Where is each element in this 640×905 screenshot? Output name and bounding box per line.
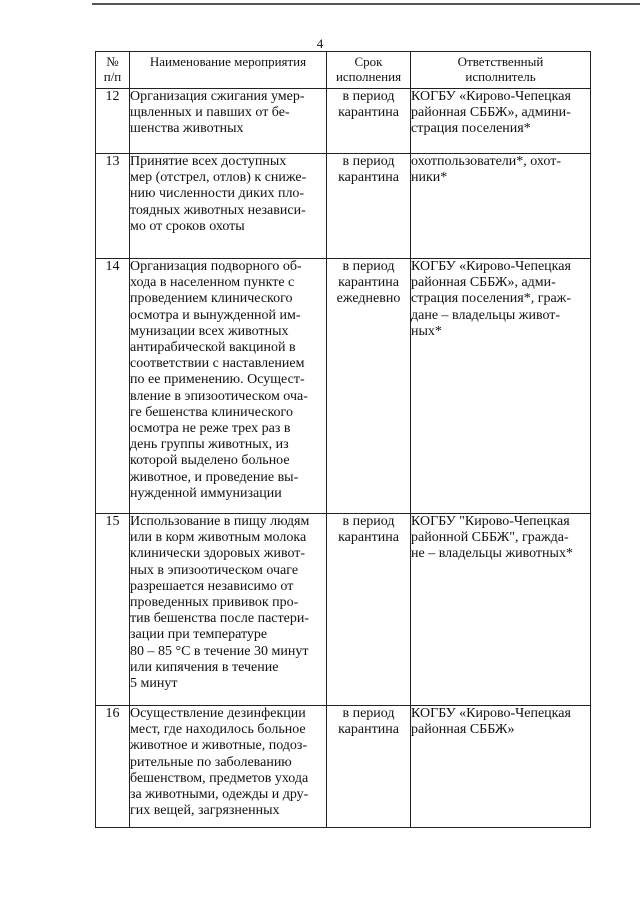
- header-resp-line: исполнитель: [465, 69, 536, 84]
- text-line: шенства животных: [130, 121, 244, 137]
- text-line: ге бешенства клинического: [130, 404, 293, 420]
- text-line: тоядных животных независи-: [130, 202, 306, 218]
- deadline-cell: [327, 154, 411, 259]
- header-number-line: п/п: [103, 69, 122, 84]
- text-line: день группы животных, из: [130, 437, 289, 453]
- text-line: нию численности диких пло-: [130, 186, 305, 202]
- table-header-row: [96, 52, 591, 89]
- deadline-cell: [327, 514, 411, 706]
- text-line: проведением клинического: [130, 291, 293, 307]
- text-line: животное, и проведение вы-: [130, 469, 299, 485]
- text-line: 80 – 85 °С в течение 30 минут: [130, 643, 309, 659]
- table-row: [96, 514, 591, 706]
- measure-name-cell: [130, 154, 327, 259]
- text-line: осмотра и вынужденной им-: [130, 307, 301, 323]
- responsible-cell: [411, 514, 591, 706]
- text-line: в период: [342, 259, 395, 274]
- text-line: охотпользователи*, охот-: [411, 154, 561, 169]
- measure-name-cell: [130, 706, 327, 828]
- text-line: клинически здоровых живот-: [130, 546, 306, 562]
- responsible-cell: [411, 706, 591, 828]
- text-line: мер (отстрел, отлов) к сниже-: [130, 170, 307, 186]
- header-number-line: №: [106, 54, 119, 69]
- text-line: Использование в пищу людям: [130, 514, 310, 529]
- text-line: ники*: [411, 170, 448, 186]
- table-row: [96, 259, 591, 514]
- measures-table: [95, 51, 591, 828]
- text-line: районная СББЖ», админи-: [411, 105, 571, 121]
- deadline-cell: [327, 89, 411, 154]
- text-line: дане – владельцы живот-: [411, 307, 561, 323]
- text-line: нужденной иммунизации: [130, 485, 282, 501]
- header-deadline: [327, 52, 411, 89]
- text-line: мест, где находилось больное: [130, 722, 306, 738]
- row-number: 14: [96, 259, 130, 514]
- table-row: [96, 154, 591, 259]
- text-line: осмотра не реже трех раз в: [130, 421, 291, 437]
- text-line: ежедневно: [336, 291, 401, 307]
- text-line: которой выделено больное: [130, 453, 290, 469]
- text-line: страция поселения*: [411, 121, 531, 137]
- row-number: 12: [96, 89, 130, 154]
- header-name-line: Наименование мероприятия: [149, 54, 307, 69]
- header-term-line: исполнения: [335, 69, 402, 84]
- text-line: хода в населенном пункте с: [130, 275, 295, 291]
- measure-name-cell: [130, 89, 327, 154]
- text-line: животное и животные, подоз-: [130, 738, 308, 754]
- text-line: Принятие всех доступных: [130, 154, 287, 169]
- header-measure-name: [130, 52, 327, 89]
- text-line: рительные по заболеванию: [130, 754, 292, 770]
- text-line: ных в эпизоотическом очаге: [130, 562, 299, 578]
- responsible-cell: [411, 89, 591, 154]
- text-line: в период: [342, 514, 395, 529]
- header-number: [96, 52, 130, 89]
- text-line: за животными, одежды и дру-: [130, 787, 309, 803]
- text-line: щвленных и павших от бе-: [130, 105, 290, 121]
- text-line: КОГБУ «Кирово-Чепецкая: [411, 259, 571, 274]
- table-row: [96, 706, 591, 828]
- text-line: разрешается независимо от: [130, 578, 294, 594]
- text-line: или в корм животным молока: [130, 530, 307, 546]
- header-responsible: [411, 52, 591, 89]
- text-line: карантина: [338, 530, 399, 546]
- text-line: ных*: [411, 323, 442, 339]
- text-line: 5 минут: [130, 676, 178, 692]
- text-line: Осуществление дезинфекции: [130, 706, 306, 721]
- text-line: по ее применению. Осущест-: [130, 372, 305, 388]
- text-line: тив бешенства после пастери-: [130, 611, 309, 627]
- text-line: КОГБУ «Кирово-Чепецкая: [411, 89, 571, 104]
- text-line: в период: [342, 154, 395, 169]
- text-line: зации при температуре: [130, 627, 268, 643]
- text-line: вление в эпизоотическом оча-: [130, 388, 308, 404]
- deadline-cell: [327, 706, 411, 828]
- measure-name-cell: [130, 259, 327, 514]
- deadline-cell: [327, 259, 411, 514]
- text-line: КОГБУ «Кирово-Чепецкая: [411, 706, 571, 721]
- text-line: КОГБУ "Кирово-Чепецкая: [411, 514, 570, 529]
- text-line: карантина: [338, 170, 399, 186]
- row-number: 13: [96, 154, 130, 259]
- text-line: в период: [342, 89, 395, 104]
- text-line: в период: [342, 706, 395, 721]
- text-line: соответствии с наставлением: [130, 356, 305, 372]
- measure-name-cell: [130, 514, 327, 706]
- text-line: карантина: [338, 105, 399, 121]
- header-term-line: Срок: [354, 54, 383, 69]
- text-line: бешенством, предметов ухода: [130, 770, 309, 786]
- text-line: или кипячения в течение: [130, 659, 279, 675]
- text-line: страция поселения*, граж-: [411, 291, 571, 307]
- page-number: 4: [316, 36, 324, 51]
- text-line: карантина: [338, 722, 399, 738]
- text-line: проведенных прививок про-: [130, 595, 299, 611]
- row-number: 16: [96, 706, 130, 828]
- text-line: не – владельцы животных*: [411, 546, 573, 562]
- text-line: антирабической вакциной в: [130, 340, 296, 356]
- scan-edge-line: [92, 3, 640, 5]
- responsible-cell: [411, 154, 591, 259]
- text-line: районной СББЖ", гражда-: [411, 530, 569, 546]
- text-line: мо от сроков охоты: [130, 218, 245, 234]
- header-resp-line: Ответственный: [457, 54, 544, 69]
- text-line: Организация сжигания умер-: [130, 89, 305, 104]
- text-line: мунизации всех животных: [130, 323, 289, 339]
- responsible-cell: [411, 259, 591, 514]
- text-line: гих вещей, загрязненных: [130, 803, 280, 819]
- text-line: районная СББЖ», адми-: [411, 275, 556, 291]
- text-line: Организация подворного об-: [130, 259, 302, 274]
- row-number: 15: [96, 514, 130, 706]
- text-line: районная СББЖ»: [411, 722, 515, 738]
- table-row: [96, 89, 591, 154]
- text-line: карантина: [338, 275, 399, 291]
